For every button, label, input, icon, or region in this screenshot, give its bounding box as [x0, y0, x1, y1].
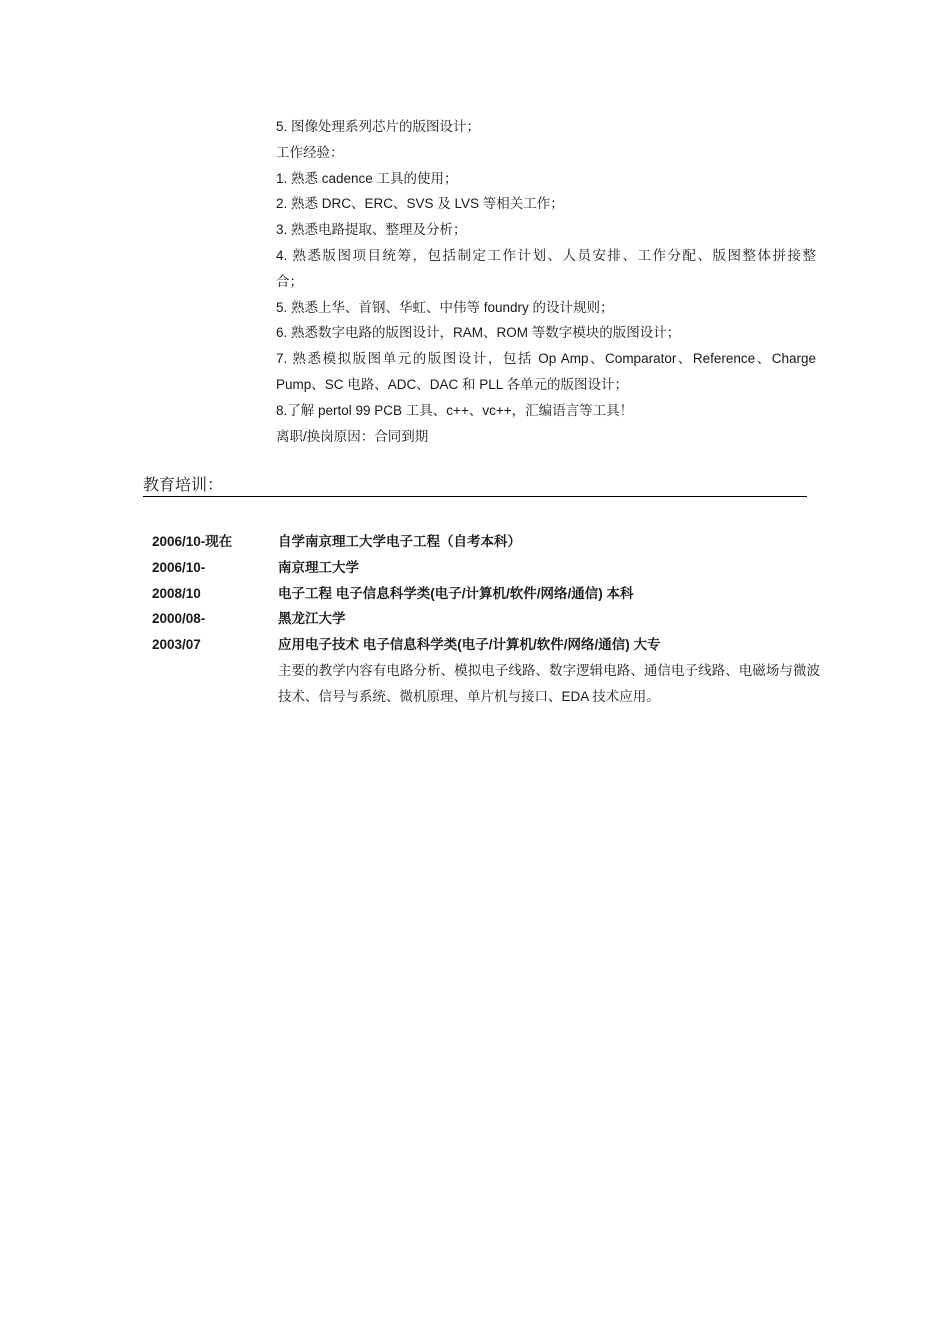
- work-line: Pump、SC 电路、ADC、DAC 和 PLL 各单元的版图设计；: [276, 376, 629, 392]
- education-date: 2006/10-: [152, 559, 206, 575]
- education-section-title: 教育培训：: [143, 477, 224, 494]
- education-row: [152, 581, 820, 607]
- education-date: 2008/10: [152, 585, 201, 601]
- education-date: 2006/10-现在: [152, 534, 233, 549]
- leave-reason: 离职/换岗原因：合同到期: [276, 428, 429, 444]
- work-line: 1. 熟悉 cadence 工具的使用；: [276, 170, 458, 186]
- work-line: 8.了解 pertol 99 PCB 工具、c++、vc++，汇编语言等工具！: [276, 402, 634, 418]
- work-line: 7. 熟悉模拟版图单元的版图设计，包括 Op Amp、Comparator、Reference、Charge: [276, 351, 816, 367]
- work-line: 合；: [276, 273, 303, 289]
- education-entry: 电子工程 电子信息科学类(电子/计算机/软件/网络/通信) 本科: [278, 585, 634, 601]
- education-row: [152, 606, 820, 632]
- education-entry: 应用电子技术 电子信息科学类(电子/计算机/软件/网络/通信) 大专: [278, 637, 661, 653]
- work-line: 2. 熟悉 DRC、ERC、SVS 及 LVS 等相关工作；: [276, 196, 564, 212]
- work-line: 6. 熟悉数字电路的版图设计，RAM、ROM 等数字模块的版图设计；: [276, 325, 681, 341]
- education-row: [152, 632, 820, 658]
- education-entry: 自学南京理工大学电子工程（自考本科）: [278, 534, 521, 549]
- education-list: [152, 529, 820, 710]
- work-line: 5. 熟悉上华、首钢、华虹、中伟等 foundry 的设计规则；: [276, 299, 614, 315]
- education-entry: 南京理工大学: [278, 559, 359, 575]
- education-date: 2003/07: [152, 637, 201, 653]
- work-line: 4. 熟悉版图项目统筹，包括制定工作计划、人员安排、工作分配、版图整体拼接整: [276, 247, 816, 263]
- section-divider: [143, 496, 807, 497]
- education-date: 2000/08-: [152, 611, 206, 627]
- education-entry: 黑龙江大学: [278, 611, 346, 627]
- work-line: 3. 熟悉电路提取、整理及分析；: [276, 222, 467, 238]
- work-experience-heading: 工作经验：: [276, 144, 344, 160]
- education-row: [152, 555, 820, 581]
- work-line: 5. 图像处理系列芯片的版图设计；: [276, 119, 481, 134]
- education-description: 主要的教学内容有电路分析、模拟电子线路、数字逻辑电路、通信电子线路、电磁场与微波技术、信号与系统、微机原理、单片机与接口、EDA 技术应用。: [278, 662, 820, 704]
- work-experience-block: [276, 114, 816, 449]
- education-row: [152, 529, 820, 555]
